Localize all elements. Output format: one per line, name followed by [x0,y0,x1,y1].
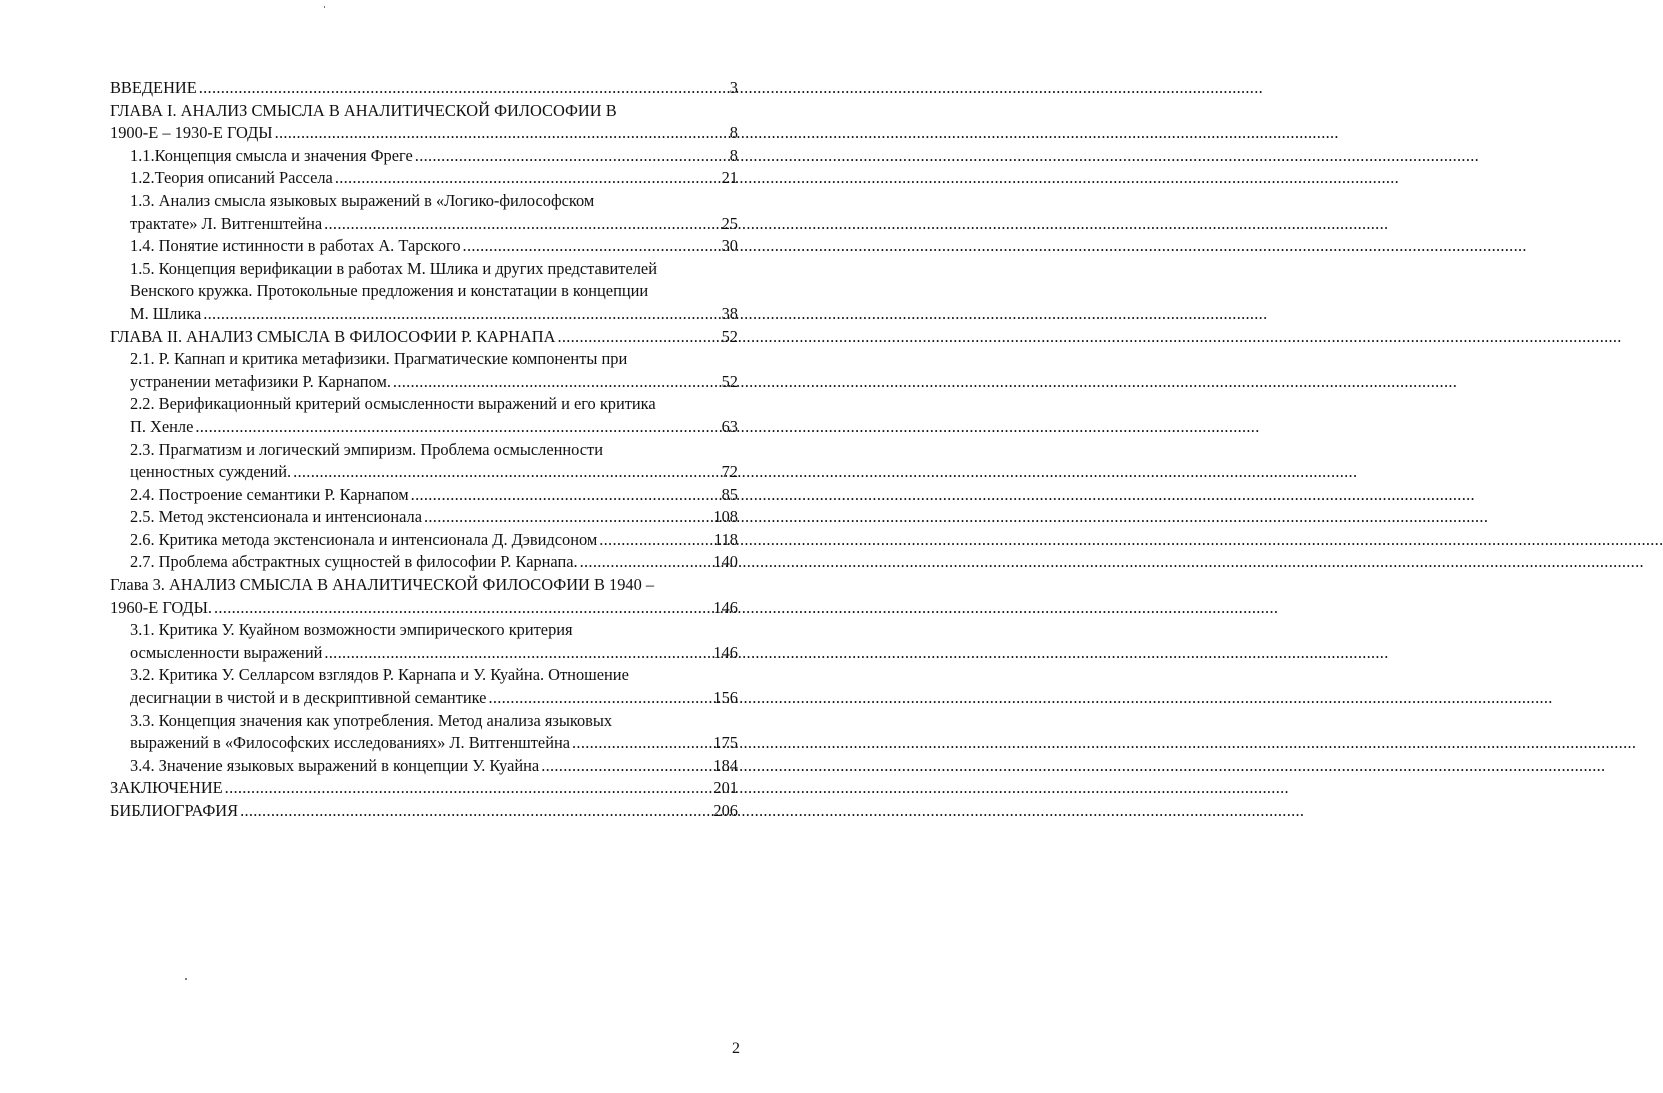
toc-page-number: 175 [713,733,738,753]
toc-entry-line [130,416,738,439]
dot-leader [203,303,719,326]
toc-entry-line [110,574,738,597]
dot-leader [393,371,720,394]
dot-leader [415,145,728,168]
toc-entry-line [130,145,738,168]
toc-entry-line [130,642,738,665]
toc-entry[interactable] [110,167,738,190]
dot-leader [195,416,719,439]
dot-leader [488,687,711,710]
toc-page-number: 63 [721,416,738,436]
toc-entry-title: ГЛАВА II. АНАЛИЗ СМЫСЛА В ФИЛОСОФИИ Р. КАРНАПА [110,326,556,346]
toc-entry-line [130,190,738,213]
toc-entry[interactable] [110,439,738,484]
toc-entry-title: 1.2.Теория описаний Рассела [130,168,333,188]
toc-entry-title: 2.3. Прагматизм и логический эмпиризм. Проблема осмысленности [130,439,603,459]
toc-entry-title: БИБЛИОГРАФИЯ [110,801,239,820]
toc-entry-title: Глава 3. АНАЛИЗ СМЫСЛА В АНАЛИТИЧЕСКОЙ ФИЛОСОФИИ В 1940 – [110,575,655,595]
dot-leader [424,506,711,529]
toc-entry[interactable] [110,619,738,664]
toc-entry-line [130,371,738,394]
toc-entry-line [110,100,738,123]
toc-page-number: 30 [721,236,738,256]
dot-leader [225,777,712,800]
dot-leader [572,732,711,755]
toc-entry[interactable] [110,326,738,349]
toc-entry-title: Венского кружка. Протокольные предложения и констатации в концепции [130,281,649,301]
toc-entry-line [130,167,738,190]
dot-leader [599,529,712,552]
toc-entry-line [130,755,738,778]
dot-leader [463,235,720,258]
toc-entry-line [130,687,738,710]
dot-leader [214,597,711,620]
toc-entry-title: П. Хенле [130,416,194,436]
dot-leader [275,122,728,145]
toc-entry-line [130,439,738,462]
toc-entry-title: устранении метафизики Р. Карнапом. [130,371,391,391]
dot-leader [324,642,711,665]
toc-entry-line [110,326,738,349]
toc-entry-title: 2.5. Метод экстенсионала и интенсионала [130,507,422,527]
toc-page-number: 108 [713,507,738,527]
toc-entry-line [130,732,738,755]
toc-page-number: 156 [713,688,738,708]
toc-entry-title: 2.1. Р. Капнап и критика метафизики. Прагматические компоненты при [130,349,628,369]
dot-leader [335,167,720,190]
toc-entry-line [130,619,738,642]
toc-page-number: 118 [714,529,738,549]
toc-entry[interactable] [110,529,738,552]
dot-leader [411,484,720,507]
toc-page-number: 146 [713,597,738,617]
toc-entry-title: 1.1.Концепция смысла и значения Фреге [130,145,413,165]
toc-entry[interactable] [110,574,738,619]
toc-entry-title: М. Шлика [130,303,202,323]
toc-entry[interactable] [110,710,738,755]
toc-entry-line [130,710,738,733]
dot-leader [541,755,711,778]
toc-entry-title: 1900-Е – 1930-Е ГОДЫ [110,123,273,143]
toc-entry-title: ценностных суждений. [130,462,292,482]
page-number: 2 [732,1040,740,1057]
toc-entry-line [130,461,738,484]
table-of-contents [110,77,738,823]
toc-page-number: 8 [729,145,738,165]
dot-leader [557,326,719,349]
toc-page-number: 140 [713,552,738,572]
dot-leader [580,551,712,574]
toc-entry-title: выражений в «Философских исследованиях» Л. Витгенштейна [130,733,571,753]
toc-entry[interactable] [110,393,738,438]
toc-entry-title: ЗАКЛЮЧЕНИЕ [110,778,223,798]
toc-entry-line [110,77,738,100]
toc-entry-line [130,551,738,574]
toc-page-number: 8 [729,123,738,143]
toc-page-number: 146 [713,642,738,662]
toc-entry-title: 2.6. Критика метода экстенсионала и интенсионала Д. Дэвидсоном [130,529,598,549]
dot-leader [293,461,720,484]
toc-entry-line [130,348,738,371]
toc-entry-line [130,506,738,529]
toc-entry-line [130,393,738,416]
toc-entry-title: 3.4. Значение языковых выражений в концепции У. Куайна [130,755,540,775]
toc-entry-line [130,529,738,552]
toc-page-number: 52 [721,371,738,391]
toc-entry-title: 3.3. Концепция значения как употребления. Метод анализа языковых [130,710,613,730]
toc-entry-title: десигнации в чистой и в дескриптивной семантике [130,688,487,708]
toc-entry[interactable] [110,190,738,235]
toc-entry-title: 3.1. Критика У. Куайном возможности эмпирического критерия [130,620,573,640]
toc-entry-title: 1.5. Концепция верификации в работах М. Шлика и других представителей [130,258,657,278]
toc-entry[interactable] [110,664,738,709]
toc-entry-line [110,122,738,145]
toc-entry[interactable] [110,348,738,393]
scan-speck [185,978,187,980]
toc-page-number: 21 [721,168,738,188]
toc-page-number: 72 [721,462,738,482]
toc-page-number: 201 [713,778,738,798]
toc-entry-title: 2.2. Верификационный критерий осмысленности выражений и его критика [130,394,656,414]
toc-entry-title: осмысленности выражений [130,642,323,662]
toc-entry-line [130,213,738,236]
toc-entry-title: 1960-Е ГОДЫ. [110,597,213,617]
toc-entry[interactable] [110,800,738,823]
toc-entry[interactable] [110,235,738,258]
toc-entry-line [130,235,738,258]
toc-entry-line [110,597,738,620]
toc-entry[interactable] [110,258,738,326]
toc-entry[interactable] [110,777,738,800]
toc-entry[interactable] [110,551,738,574]
toc-entry-line [130,280,738,303]
toc-entry-title: 2.7. Проблема абстрактных сущностей в философии Р. Карнапа. [130,552,578,572]
toc-entry-line [130,303,738,326]
toc-page-number: 85 [721,484,738,504]
toc-entry[interactable] [110,484,738,507]
toc-entry-title: 3.2. Критика У. Селларсом взглядов Р. Карнапа и У. Куайна. Отношение [130,665,629,685]
toc-page-number: 38 [721,303,738,323]
toc-page-number: 3 [729,78,738,97]
dot-leader [324,213,719,236]
toc-entry-line [130,258,738,281]
dot-leader [240,800,711,823]
scan-speck [324,6,325,8]
toc-entry[interactable] [110,506,738,529]
toc-entry-title: трактате» Л. Витгенштейна [130,213,323,233]
toc-page-number: 52 [721,326,738,346]
toc-entry-title: ВВЕДЕНИЕ [110,78,197,97]
toc-entry-line [110,800,738,823]
toc-entry-line [130,664,738,687]
toc-page-number: 206 [713,801,738,820]
toc-entry-title: 1.3. Анализ смысла языковых выражений в «Логико-философском [130,190,595,210]
toc-entry[interactable] [110,145,738,168]
toc-entry-title: ГЛАВА I. АНАЛИЗ СМЫСЛА В АНАЛИТИЧЕСКОЙ ФИЛОСОФИИ В [110,100,617,120]
dot-leader [199,77,728,100]
toc-entry-line [110,777,738,800]
toc-page-number: 184 [713,755,738,775]
toc-entry[interactable] [110,100,738,145]
toc-entry[interactable] [110,755,738,778]
toc-page-number: 25 [721,213,738,233]
toc-entry-line [130,484,738,507]
toc-entry[interactable] [110,77,738,100]
toc-entry-title: 1.4. Понятие истинности в работах А. Тарского [130,236,461,256]
toc-entry-title: 2.4. Построение семантики Р. Карнапом [130,484,409,504]
